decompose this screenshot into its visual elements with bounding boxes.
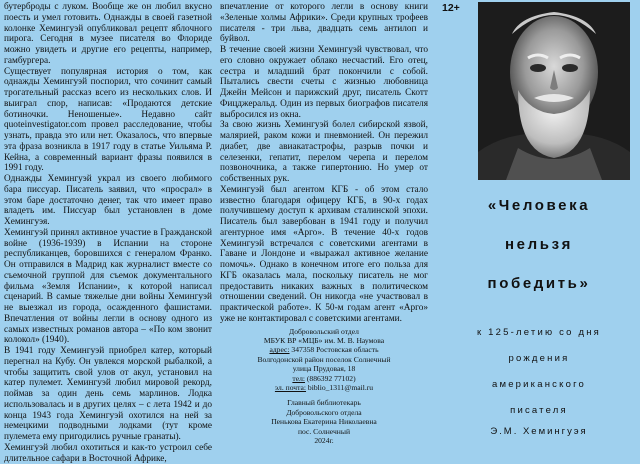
email-label: эл. почта:: [274, 382, 307, 392]
title-line: нельзя: [505, 236, 573, 253]
subtitle-line: американского: [491, 379, 587, 390]
staff-line: Главный библиотекарь: [287, 398, 361, 408]
library-contacts: [220, 327, 428, 446]
phone-line: [220, 374, 428, 383]
staff-line: 2024г.: [314, 435, 334, 445]
address-text: 347358 Ростовская область: [289, 345, 379, 355]
paragraph: В 1941 году Хемингуэй приобрел катер, который перегнал на Кубу. Он увлекся морской рыбалкой, а чтобы защитить свой улов от акул, установил на катер пулемет. Хемингуэй любил мировой рекорд, поймав за один день семь марлинов. Лодка использовалась и в других целях – с лета 1942 и до конца 1943 года Хемингуэй охотился на ней за немецкими подводными лодками (тут кроме пулемета ему пригодились ручные гранаты).: [4, 346, 212, 442]
staff-line: пос. Солнечный: [297, 426, 351, 436]
paragraph: Хемингуэй принял активное участие в Гражданской войне (1936-1939) в Испании на стороне республиканцев, боровшихся с генералом Франко. Он отправился в Мадрид как журналист вместе со съемочной группой для съемок документального фильма «Земля Испании», к которой написал сценарий. В самые тяжелые дни войны Хемингуэй не выезжал из города, осажденного фашистами. Впечатления от войны легли в основу одного из самых известных романов автора – «По ком звонит колокол» (1940).: [4, 227, 212, 346]
paragraph: Существует популярная история о том, как однажды Хемингуэй поспорил, что сочинит самый трогательный рассказ всего из нескольких слов. И выиграл спор, написав: «Продаются детские ботиночки. Неношеные». Недавно сайт quoteinvestigator.com провел расследование, чтобы узнать, правда это или нет. Оказалось, что впервые эта фраза возникла в 1917 году в статье Уильяма Р. Кейна, а современный вариант фразы появился в 1991 году.: [4, 66, 212, 174]
org-line: Добровольский отдел: [289, 326, 359, 336]
age-rating-badge: 12+: [442, 2, 460, 14]
address-label: адрес:: [269, 345, 290, 355]
email-line: [220, 383, 428, 392]
title-line: победить»: [487, 275, 591, 292]
portrait-illustration: [478, 2, 630, 180]
subtitle-line: рождения: [508, 353, 570, 364]
text-column-middle: [220, 2, 428, 450]
address-line: [220, 345, 428, 354]
address-line: улица Прудовая, 18: [292, 364, 356, 374]
author-name: Э.М. Хемингуэя: [490, 426, 588, 437]
paragraph: Хемингуэй был агентом КГБ - об этом стало известно благодаря офицеру КГБ, в 90-х годах получившему доступ к архивам сталинской эпохи. Писатель был завербован в 1941 году и получил агентурное имя «Арго». В течение 40-х годов Хемингуэй встречался с советскими агентами в Гаване и Лондоне и «выражал активное желание помочь». Однако в конечном итоге его польза для КГБ оказалась мала, поскольку писатель не мог предоставить никаких важных в политическом отношении сведений. Он никогда «не участвовал в практической работе». К 50-м годам агент «Арго» уже не контактировал с советскими агентами.: [220, 184, 428, 324]
phone-label: тел:: [292, 373, 305, 383]
cover-panel: [438, 0, 640, 452]
booklet-title: [438, 186, 640, 303]
phone-number: (886392 77102): [304, 373, 356, 383]
portrait-photo: [478, 2, 630, 180]
email-address: biblio_1311@mail.ru: [306, 382, 374, 392]
paragraph: бутерброды с луком. Вообще же он любил вкусно поесть и умел готовить. Однажды в своей газетной колонке Хемингуэй опубликовал рецепт яблочного пирога. Сегодня в музее писателя во Флориде можно увидеть и другие его рецепты, например, гамбургера.: [4, 2, 212, 66]
paragraph: Однажды Хемингуэй украл из своего любимого бара писсуар. Писатель заявил, что «просрал» в этом баре достаточно денег, так что имеет право владеть им. Писсуар был установлен в доме Хемингуэя.: [4, 174, 212, 227]
text-column-left: [4, 2, 212, 464]
paragraph: За свою жизнь Хемингуэй болел сибирской язвой, малярией, раком кожи и пневмонией. Он пережил диабет, две авиакатастрофы, разрыв почки и селезенки, гепатит, перелом черепа и перелом позвоночника, а также гипертонию. Но умер от собственных рук.: [220, 120, 428, 184]
subtitle-line: к 125-летию со дня: [476, 327, 602, 338]
paragraph: В течение своей жизни Хемингуэй чувствовал, что его словно окружает облако несчастий. Его отец, сестра и младший брат покончили с собой. Пытались свести счеты с жизнью любовница Джейн Мейсон и парижский друг, писатель Скотт Фицджеральд. Один из первых биографов писателя выбросился из окна.: [220, 45, 428, 120]
subtitle-line: писателя: [510, 405, 568, 416]
booklet-subtitle: [438, 320, 640, 424]
org-line: МБУК ВР «МЦБ» им. М. В. Наумова: [263, 335, 385, 345]
title-line: «Человека: [487, 197, 591, 214]
address-line: Волгодонской район поселок Солнечный: [257, 354, 391, 364]
staff-line: Добровольского отдела: [286, 407, 362, 417]
paragraph: впечатление от которого легли в основу книги «Зеленые холмы Африки». Среди крупных трофеев писателя - три льва, двадцать семь антилоп и буйвол.: [220, 2, 428, 45]
staff-line: Пенькова Екатерина Николаевна: [271, 417, 377, 427]
paragraph: Хемингуэй любил охотиться и как-то устроил себе длительное сафари в Восточной Африке,: [4, 442, 212, 464]
